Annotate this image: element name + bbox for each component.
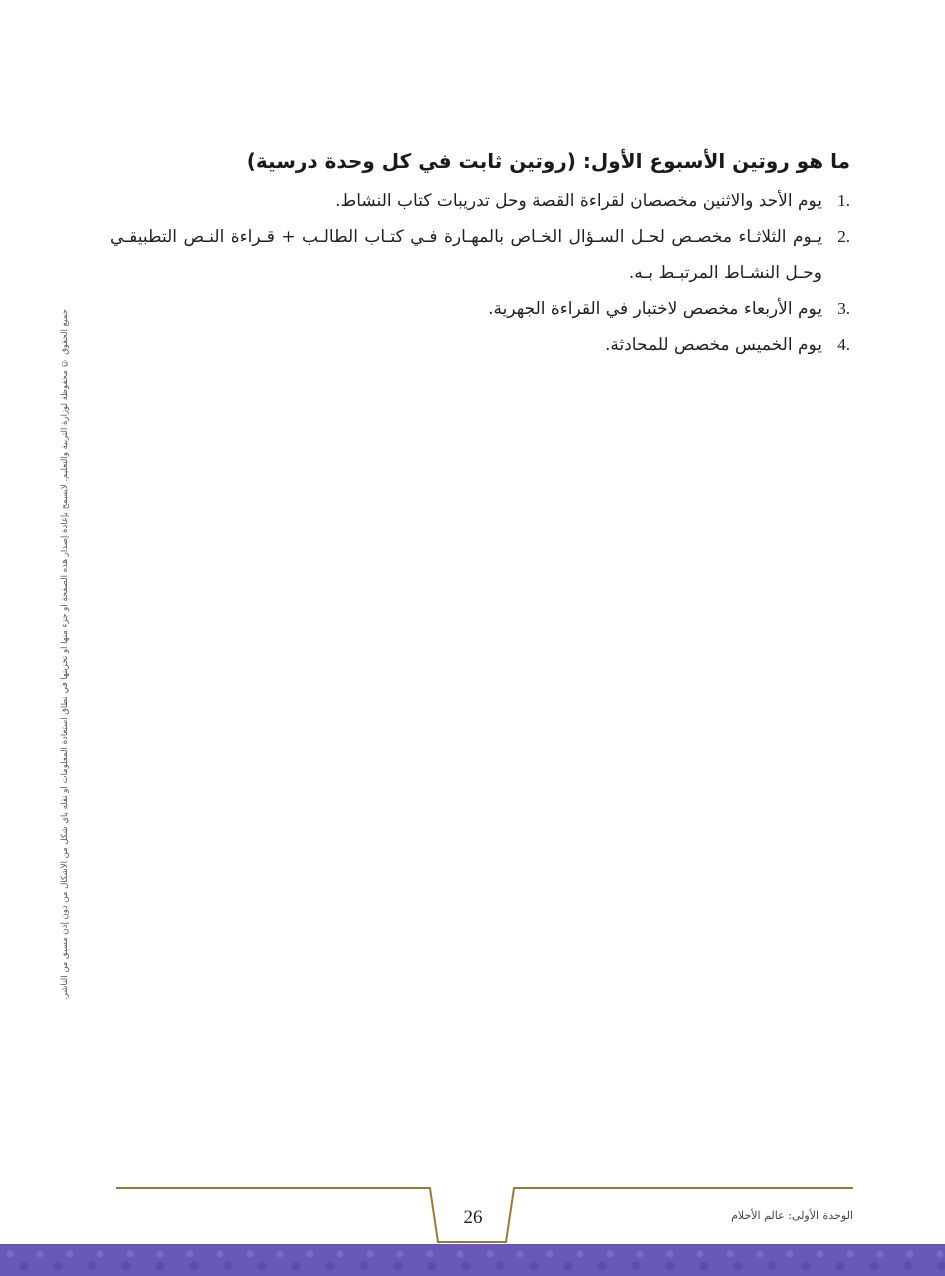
list-item-number: 3.: [837, 299, 850, 318]
copyright-note: جميع الحقوق © محفوظة لوزارة التربية والتعليم. لايسمح بإعادة إصدار هذه الصفحة أو جزء منها أو تخزينها في نطاق استعادة المعلومات أو نقله بأي شكل من الأشكال من دون إذن مسبق من الناشر.: [60, 309, 70, 1001]
footer-rule-right: [514, 1187, 853, 1189]
page-number: 26: [463, 1207, 483, 1228]
page-content: [110, 145, 850, 363]
list-item-text: يـوم الثلاثـاء مخصـص لحـل السـؤال الخـاص بالمهـارة فـي كتـاب الطالـب + قـراءة النـص التطبيقـي وحـل النشـاط المرتبـط بـه.: [110, 227, 822, 283]
list-item-text: يوم الأحد والاثنين مخصصان لقراءة القصة وحل تدريبات كتاب النشاط.: [335, 191, 822, 211]
list-item: [110, 219, 850, 291]
unit-title: الوحدة الأولى: عالم الأحلام: [731, 1209, 853, 1222]
list-item: [110, 291, 850, 327]
list-item-text: يوم الخميس مخصص للمحادثة.: [604, 335, 822, 355]
list-item: [110, 183, 850, 219]
list-item-text: يوم الأربعاء مخصص لاختبار في القراءة الجهرية.: [488, 299, 822, 319]
list-item-number: 4.: [837, 335, 850, 354]
section-heading: ما هو روتين الأسبوع الأول: (روتين ثابت في كل وحدة درسية): [246, 149, 850, 173]
list-item: [110, 327, 850, 363]
footer-rule-left: [116, 1187, 429, 1189]
routine-list: [110, 183, 850, 363]
decorative-bottom-band: [0, 1244, 945, 1276]
list-item-number: 2.: [837, 227, 850, 246]
list-item-number: 1.: [837, 191, 850, 210]
